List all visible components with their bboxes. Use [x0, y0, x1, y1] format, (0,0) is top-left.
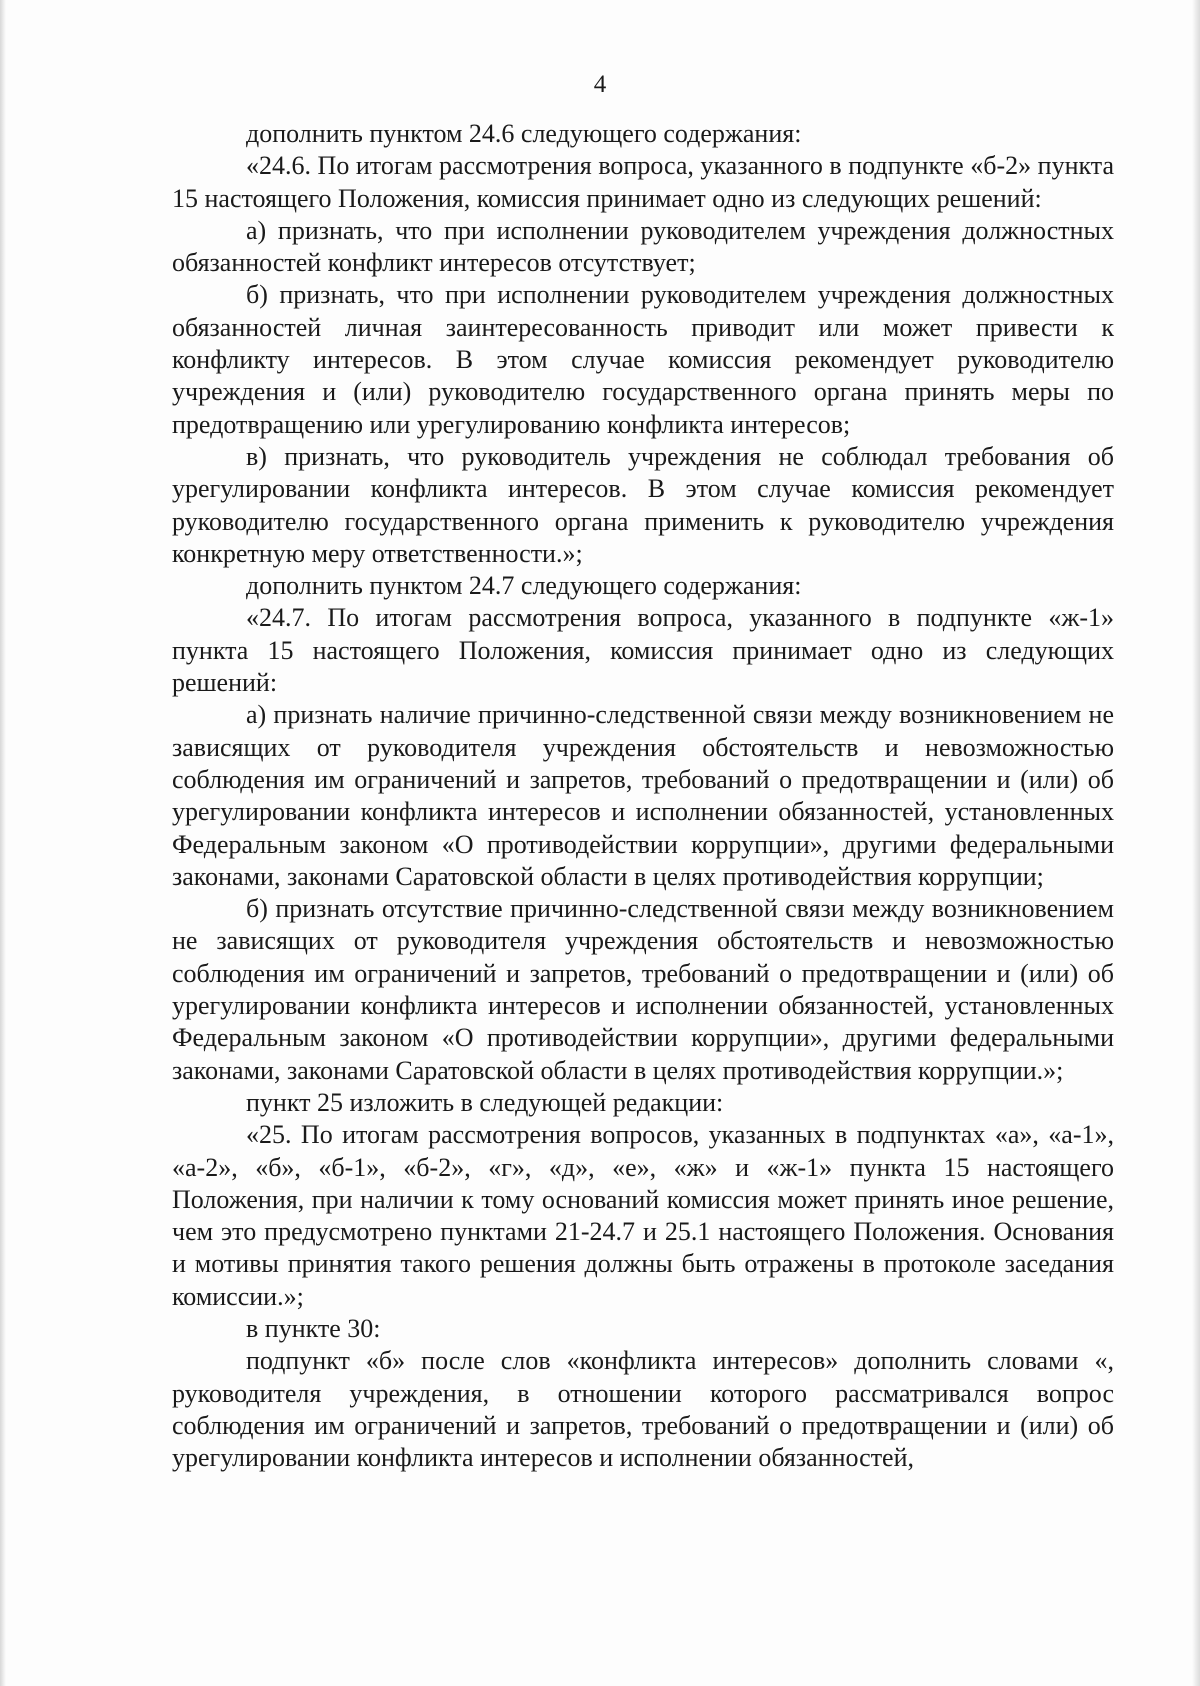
page-number: 4 — [593, 71, 607, 98]
paragraph-24-6-b: б) признать, что при исполнении руководителем учреждения должностных обязанностей личная заинтересованность приводит или может привести к конфликту интересов. В этом случае комиссия рекомендует руководителю учреждения и (или) руководителю государственного органа принять меры по предотвращению или урегулированию конфликта интересов; — [172, 280, 1114, 439]
paragraph-24-7-a: а) признать наличие причинно-следственной связи между возникновением не зависящих от руководителя учреждения обстоятельств и невозможностью соблюдения им ограничений и запретов, требований о предотвращении и (или) об урегулировании конфликта интересов и исполнении обязанностей, установленных Федеральным законом «О противодействии коррупции», другими федеральными законами, законами Саратовской области в целях противодействия коррупции; — [172, 700, 1114, 891]
paragraph-24-7: «24.7. По итогам рассмотрения вопроса, указанного в подпункте «ж-1» пункта 15 настоящего Положения, комиссия принимает одно из следующих решений: — [172, 603, 1114, 698]
paragraph-in-30: в пункте 30: — [246, 1313, 381, 1343]
document-body — [172, 118, 1114, 1474]
paragraph-24-6: «24.6. По итогам рассмотрения вопроса, указанного в подпункте «б-2» пункта 15 настоящего Положения, комиссия принимает одно из следующих решений: — [172, 151, 1114, 213]
paragraph-25: «25. По итогам рассмотрения вопросов, указанных в подпунктах «а», «а-1», «а-2», «б», «б-1», «б-2», «г», «д», «е», «ж» и «ж-1» пункта 15 настоящего Положения, при наличии к тому оснований комиссия может принять иное решение, чем это предусмотрено пунктами 21-24.7 и 25.1 настоящего Положения. Основания и мотивы принятия такого решения должны быть отражены в протоколе заседания комиссии.»; — [172, 1120, 1114, 1311]
paragraph-24-6-v: в) признать, что руководитель учреждения не соблюдал требования об урегулировании конфликта интересов. В этом случае комиссия рекомендует руководителю государственного органа применить к руководителю учреждения конкретную меру ответственности.»; — [172, 441, 1114, 568]
scan-edge-left — [0, 0, 6, 1686]
paragraph-amend-25: пункт 25 изложить в следующей редакции: — [246, 1087, 724, 1117]
paragraph-24-6-a: а) признать, что при исполнении руководителем учреждения должностных обязанностей конфликт интересов отсутствует; — [172, 215, 1114, 278]
paragraph-30-b: подпункт «б» после слов «конфликта интересов» дополнить словами «, руководителя учреждения, в отношении которого рассматривался вопрос соблюдения им ограничений и запретов, требований о предотвращении и (или) об урегулировании конфликта интересов и исполнении обязанностей, — [172, 1346, 1114, 1473]
scan-edge-right — [1192, 0, 1200, 1686]
paragraph-add-24-7: дополнить пунктом 24.7 следующего содержания: — [246, 571, 802, 601]
paragraph-24-7-b: б) признать отсутствие причинно-следственной связи между возникновением не зависящих от руководителя учреждения обстоятельств и невозможностью соблюдения им ограничений и запретов, требований о предотвращении и (или) об урегулировании конфликта интересов и исполнении обязанностей, установленных Федеральным законом «О противодействии коррупции», другими федеральными законами, законами Саратовской области в целях противодействия коррупции.»; — [172, 894, 1114, 1085]
paragraph-add-24-6: дополнить пунктом 24.6 следующего содержания: — [246, 119, 802, 148]
